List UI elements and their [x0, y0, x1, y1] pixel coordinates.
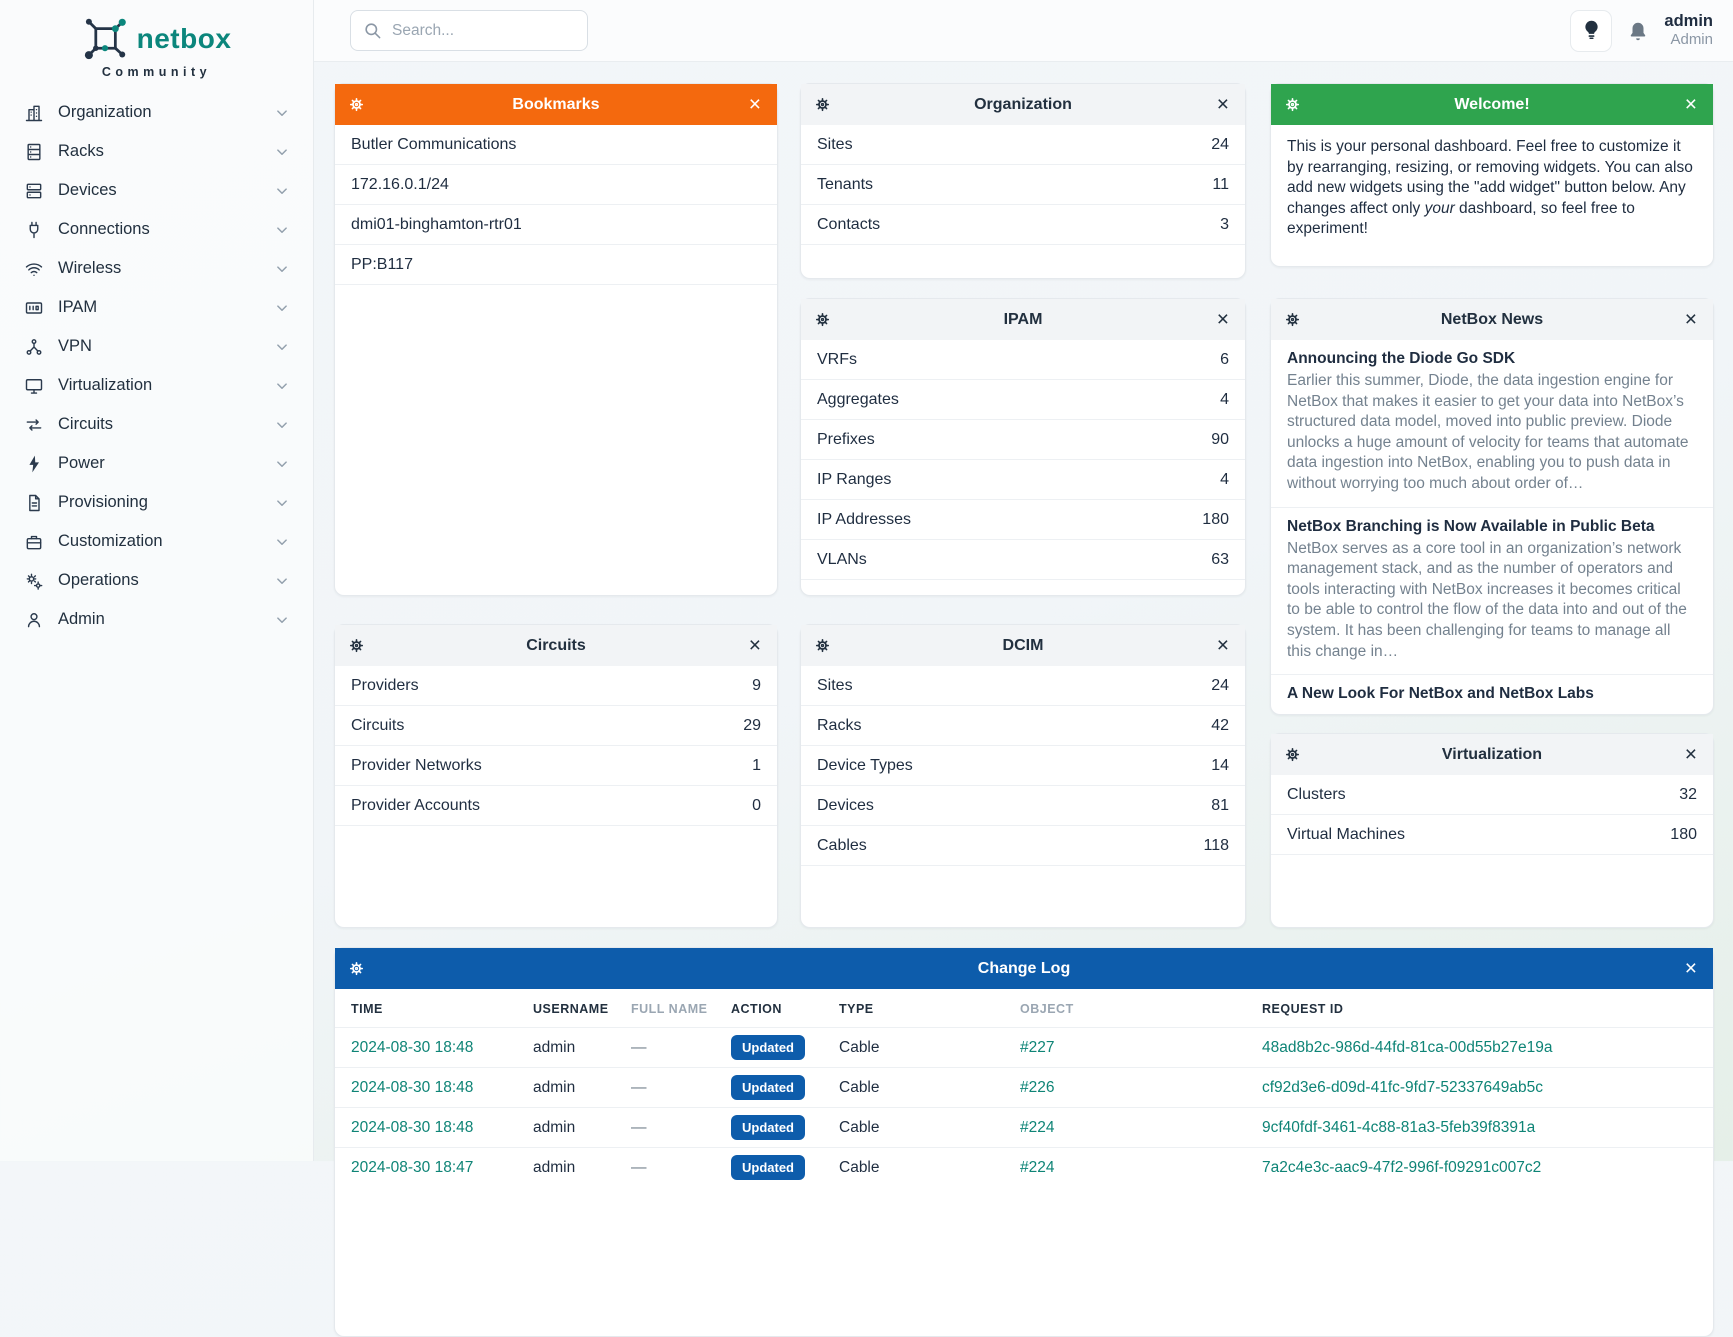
changelog-object[interactable]: #227 [1012, 1028, 1254, 1068]
stat-value[interactable]: 6 [1220, 350, 1229, 368]
changelog-row [335, 1148, 1713, 1188]
stat-label: Device Types [817, 756, 913, 774]
changelog-column-header[interactable]: TYPE [839, 1002, 874, 1016]
circuits-icon [24, 415, 44, 435]
widget-organization-header [801, 84, 1245, 125]
search-icon [363, 21, 382, 40]
main-area [314, 0, 1733, 1176]
widget-virtualization-header [1271, 734, 1713, 775]
search-input[interactable] [392, 22, 575, 40]
sidebar-item-label: Virtualization [58, 376, 153, 394]
vpn-icon [24, 337, 44, 357]
changelog-column-header[interactable]: REQUEST ID [1262, 1002, 1344, 1016]
widget-title: DCIM [1002, 636, 1044, 654]
sidebar-item-label: Devices [58, 181, 117, 199]
stat-value[interactable]: 4 [1220, 390, 1229, 408]
chevron-down-icon [273, 572, 291, 590]
provisioning-icon [24, 493, 44, 513]
dashboard [334, 83, 1713, 1176]
theme-toggle-button[interactable] [1570, 10, 1612, 52]
brand-edition: Community [101, 65, 212, 79]
stat-row [801, 706, 1245, 746]
chevron-down-icon [273, 455, 291, 473]
chevron-down-icon [273, 338, 291, 356]
changelog-column-header[interactable]: OBJECT [1020, 1002, 1074, 1016]
stat-label: Sites [817, 135, 853, 153]
changelog-action [723, 1068, 831, 1108]
stat-label: IP Addresses [817, 510, 911, 528]
chevron-down-icon [273, 533, 291, 551]
sidebar-item-label: Admin [58, 610, 105, 628]
changelog-column-header[interactable]: FULL NAME [631, 1002, 708, 1016]
stat-label: Cables [817, 836, 867, 854]
dcim-stats [801, 666, 1245, 866]
gear-icon[interactable] [349, 961, 364, 976]
stat-row [801, 165, 1245, 205]
stat-label: Providers [351, 676, 419, 694]
stat-value[interactable]: 24 [1211, 135, 1229, 153]
changelog-action [723, 1148, 831, 1188]
stat-value[interactable]: 14 [1211, 756, 1229, 774]
stat-row [801, 205, 1245, 245]
stat-row [335, 706, 777, 746]
stat-value[interactable]: 90 [1211, 430, 1229, 448]
stat-row [1271, 815, 1713, 855]
gear-icon[interactable] [1285, 97, 1300, 112]
stat-value[interactable]: 9 [752, 676, 761, 694]
stat-label: Provider Networks [351, 756, 482, 774]
power-icon [24, 454, 44, 474]
stat-row [801, 786, 1245, 826]
changelog-type: Cable [831, 1148, 1012, 1188]
widget-organization [800, 83, 1246, 279]
user-role: Admin [1670, 31, 1713, 49]
ipam-icon [24, 298, 44, 318]
connections-icon [24, 220, 44, 240]
status-badge: Updated [731, 1035, 805, 1060]
virtualization-icon [24, 376, 44, 396]
user-name: admin [1664, 11, 1713, 30]
stat-value[interactable]: 29 [743, 716, 761, 734]
sidebar-item-connections[interactable] [0, 210, 313, 249]
stat-label: VLANs [817, 550, 867, 568]
sidebar-nav [0, 93, 313, 639]
stat-value[interactable]: 180 [1670, 825, 1697, 843]
sidebar-item-organization[interactable] [0, 93, 313, 132]
changelog-request-id[interactable]: cf92d3e6-d09d-41fc-9fd7-52337649ab5c [1254, 1068, 1713, 1108]
changelog-row [335, 1068, 1713, 1108]
news-item-title[interactable]: Announcing the Diode Go SDK [1287, 350, 1516, 367]
widget-welcome-header [1271, 84, 1713, 125]
stat-label: Prefixes [817, 430, 875, 448]
stat-row [801, 666, 1245, 706]
gear-icon[interactable] [815, 638, 830, 653]
bookmark-item[interactable]: 172.16.0.1/24 [335, 165, 777, 205]
widget-title: Organization [974, 95, 1072, 113]
bookmark-item[interactable]: dmi01-binghamton-rtr01 [335, 205, 777, 245]
widget-circuits-header [335, 625, 777, 666]
organization-icon [24, 103, 44, 123]
stat-row [801, 826, 1245, 866]
close-icon[interactable]: × [1684, 957, 1697, 980]
close-icon[interactable]: × [1684, 93, 1697, 116]
brand-name: netbox [136, 23, 232, 54]
close-icon[interactable]: × [1684, 743, 1697, 766]
changelog-column-header[interactable]: ACTION [731, 1002, 782, 1016]
racks-icon [24, 142, 44, 162]
widget-bookmarks-header [335, 84, 777, 125]
bookmark-item[interactable]: Butler Communications [335, 125, 777, 165]
stat-value[interactable]: 11 [1212, 175, 1229, 193]
changelog-fullname: — [623, 1108, 723, 1148]
changelog-time[interactable]: 2024-08-30 18:48 [335, 1068, 525, 1108]
status-badge: Updated [731, 1155, 805, 1180]
close-icon[interactable]: × [1216, 93, 1229, 116]
sidebar-item-label: Provisioning [58, 493, 148, 511]
stat-row [1271, 775, 1713, 815]
widget-changelog [334, 947, 1714, 1337]
widget-title: Welcome! [1454, 95, 1530, 113]
news-item [1271, 508, 1713, 676]
widget-dcim [800, 624, 1246, 928]
news-item [1271, 675, 1713, 718]
news-item-title[interactable]: NetBox Branching is Now Available in Public Beta [1287, 517, 1655, 535]
sidebar-item-circuits[interactable] [0, 405, 313, 444]
stat-value[interactable]: 81 [1211, 796, 1229, 814]
topbar [314, 0, 1733, 62]
sidebar-item-label: IPAM [58, 298, 98, 316]
changelog-type: Cable [831, 1028, 1012, 1068]
widget-ipam [800, 298, 1246, 596]
operations-icon [24, 571, 44, 591]
changelog-column-header[interactable]: USERNAME [533, 1002, 609, 1016]
stat-label: Racks [817, 716, 862, 734]
changelog-object[interactable]: #226 [1012, 1068, 1254, 1108]
changelog-row [335, 1028, 1713, 1068]
widget-changelog-header [335, 948, 1713, 989]
stat-value[interactable]: 32 [1679, 785, 1697, 803]
close-icon[interactable]: × [748, 634, 761, 657]
changelog-object[interactable]: #224 [1012, 1148, 1254, 1188]
widget-title: Change Log [977, 959, 1071, 977]
changelog-time[interactable]: 2024-08-30 18:48 [335, 1108, 525, 1148]
chevron-down-icon [273, 104, 291, 122]
widget-title: IPAM [1003, 310, 1043, 328]
stat-label: Clusters [1287, 785, 1346, 803]
changelog-request-id[interactable]: 9cf40fdf-3461-4c88-81a3-5feb39f8391a [1254, 1108, 1713, 1148]
lightbulb-icon [1581, 19, 1602, 43]
stat-label: VRFs [817, 350, 857, 368]
changelog-column-header[interactable]: TIME [351, 1002, 383, 1016]
stat-value[interactable]: 0 [752, 796, 761, 814]
sidebar-item-label: Power [58, 454, 105, 472]
sidebar-item-label: VPN [58, 337, 92, 355]
sidebar-item-operations[interactable] [0, 561, 313, 600]
stat-value[interactable]: 180 [1202, 510, 1229, 528]
news-item-title[interactable]: A New Look For NetBox and NetBox Labs [1287, 685, 1594, 703]
stat-value[interactable]: 118 [1203, 836, 1229, 854]
sidebar-item-label: Connections [58, 220, 150, 238]
sidebar-item-label: Operations [58, 571, 139, 589]
changelog-username: admin [525, 1148, 623, 1188]
sidebar-item-provisioning[interactable] [0, 483, 313, 522]
changelog-type: Cable [831, 1108, 1012, 1148]
widget-title: NetBox News [1440, 310, 1544, 328]
sidebar-item-admin[interactable] [0, 600, 313, 639]
circuits-stats [335, 666, 777, 826]
stat-row [801, 500, 1245, 540]
widget-title: Bookmarks [512, 95, 600, 113]
stat-label: Contacts [817, 215, 881, 233]
stat-value[interactable]: 42 [1211, 716, 1229, 734]
widget-welcome [1270, 83, 1714, 267]
widget-virtualization [1270, 733, 1714, 928]
chevron-down-icon [273, 416, 291, 434]
changelog-fullname: — [623, 1068, 723, 1108]
gear-icon[interactable] [815, 312, 830, 327]
news-item [1271, 340, 1713, 508]
customization-icon [24, 532, 44, 552]
chevron-down-icon [273, 221, 291, 239]
ipam-stats [801, 340, 1245, 580]
stat-label: Tenants [817, 175, 874, 193]
news-list [1271, 340, 1713, 718]
wireless-icon [24, 259, 44, 279]
chevron-down-icon [273, 182, 291, 200]
topbar-right [1570, 10, 1713, 52]
user-menu[interactable] [1664, 12, 1713, 49]
stat-label: Provider Accounts [351, 796, 480, 814]
changelog-action [723, 1108, 831, 1148]
stat-value[interactable]: 63 [1211, 550, 1229, 568]
sidebar-item-wireless[interactable] [0, 249, 313, 288]
changelog-fullname: — [623, 1148, 723, 1188]
admin-icon [24, 610, 44, 630]
stat-row [801, 746, 1245, 786]
widget-news [1270, 298, 1714, 715]
widget-title: Virtualization [1441, 745, 1543, 763]
sidebar-item-ipam[interactable] [0, 288, 313, 327]
close-icon[interactable]: × [1216, 634, 1229, 657]
changelog-header-row [335, 989, 1713, 1028]
stat-value[interactable]: 1 [752, 756, 761, 774]
close-icon[interactable]: × [748, 93, 761, 116]
sidebar-item-label: Wireless [58, 259, 122, 277]
stat-row [801, 125, 1245, 165]
stat-row [335, 666, 777, 706]
sidebar [0, 0, 314, 1161]
gear-icon[interactable] [1285, 312, 1300, 327]
changelog-request-id[interactable]: 7a2c4e3c-aac9-47f2-996f-f09291c007c2 [1254, 1148, 1713, 1188]
changelog-time[interactable]: 2024-08-30 18:48 [335, 1028, 525, 1068]
sidebar-item-vpn[interactable] [0, 327, 313, 366]
stat-row [801, 540, 1245, 580]
status-badge: Updated [731, 1075, 805, 1100]
sidebar-item-power[interactable] [0, 444, 313, 483]
search-box [350, 10, 588, 51]
sidebar-item-label: Organization [58, 103, 152, 121]
welcome-text: This is your personal dashboard. Feel free to customize it by rearranging, resizing, or removing widgets. You can also add new widgets using the "add widget" button below. Any changes affect only your dashboard, so feel free to experiment! [1287, 138, 1693, 238]
widget-news-header [1271, 299, 1713, 340]
stat-value[interactable]: 24 [1211, 676, 1229, 694]
changelog-username: admin [525, 1108, 623, 1148]
stat-row [801, 380, 1245, 420]
chevron-down-icon [273, 299, 291, 317]
bookmarks-list [335, 125, 777, 285]
gear-icon[interactable] [1285, 747, 1300, 762]
virtualization-stats [1271, 775, 1713, 855]
sidebar-item-racks[interactable] [0, 132, 313, 171]
news-item-body: Earlier this summer, Diode, the data ingestion engine for NetBox that makes it easier to get your data into NetBox’s structured data model, moved into public preview. Diode unlocks a huge amount of velocity for teams that automate data ingestion into NetBox, enabling you to push data in without worrying too much about order of… [1287, 372, 1689, 493]
notifications-bell-icon[interactable] [1627, 20, 1649, 42]
changelog-time[interactable]: 2024-08-30 18:47 [335, 1148, 525, 1188]
changelog-object[interactable]: #224 [1012, 1108, 1254, 1148]
stat-label: IP Ranges [817, 470, 892, 488]
news-item-body: NetBox serves as a core tool in an organization’s network management stack, and as the number of operators and tools interacting with NetBox increases it becomes critical to be able to control the flow of the data into and out of the system. It has been challenging for teams to manage all this change in… [1287, 539, 1687, 660]
chevron-down-icon [273, 260, 291, 278]
changelog-action [723, 1028, 831, 1068]
sidebar-item-label: Circuits [58, 415, 114, 433]
close-icon[interactable]: × [1684, 308, 1697, 331]
widget-bookmarks [334, 83, 778, 596]
gear-icon[interactable] [349, 97, 364, 112]
stat-value[interactable]: 4 [1220, 470, 1229, 488]
stat-label: Circuits [351, 716, 405, 734]
widget-ipam-header [801, 299, 1245, 340]
organization-stats [801, 125, 1245, 245]
changelog-type: Cable [831, 1068, 1012, 1108]
changelog-username: admin [525, 1028, 623, 1068]
netbox-logo-icon [82, 16, 128, 62]
chevron-down-icon [273, 143, 291, 161]
changelog-fullname: — [623, 1028, 723, 1068]
stat-label: Aggregates [817, 390, 899, 408]
stat-label: Virtual Machines [1287, 825, 1405, 843]
chevron-down-icon [273, 611, 291, 629]
stat-row [801, 340, 1245, 380]
status-badge: Updated [731, 1115, 805, 1140]
stat-label: Devices [817, 796, 874, 814]
sidebar-item-label: Racks [58, 142, 104, 160]
sidebar-item-label: Customization [58, 532, 163, 550]
sidebar-item-devices[interactable] [0, 171, 313, 210]
chevron-down-icon [273, 377, 291, 395]
widget-title: Circuits [526, 636, 586, 654]
stat-label: Sites [817, 676, 853, 694]
stat-row [801, 460, 1245, 500]
stat-row [335, 786, 777, 826]
gear-icon[interactable] [815, 97, 830, 112]
changelog-request-id[interactable]: 48ad8b2c-986d-44fd-81ca-00d55b27e19a [1254, 1028, 1713, 1068]
changelog-body [335, 1028, 1713, 1188]
netbox-logo[interactable] [0, 16, 313, 62]
gear-icon[interactable] [349, 638, 364, 653]
stat-row [801, 420, 1245, 460]
sidebar-item-virtualization[interactable] [0, 366, 313, 405]
devices-icon [24, 181, 44, 201]
changelog-row [335, 1108, 1713, 1148]
changelog-username: admin [525, 1068, 623, 1108]
widget-circuits [334, 624, 778, 928]
stat-value[interactable]: 3 [1220, 215, 1229, 233]
changelog-table [335, 989, 1713, 1188]
widget-dcim-header [801, 625, 1245, 666]
bookmark-item[interactable]: PP:B117 [335, 245, 777, 285]
close-icon[interactable]: × [1216, 308, 1229, 331]
sidebar-item-customization[interactable] [0, 522, 313, 561]
chevron-down-icon [273, 494, 291, 512]
stat-row [335, 746, 777, 786]
